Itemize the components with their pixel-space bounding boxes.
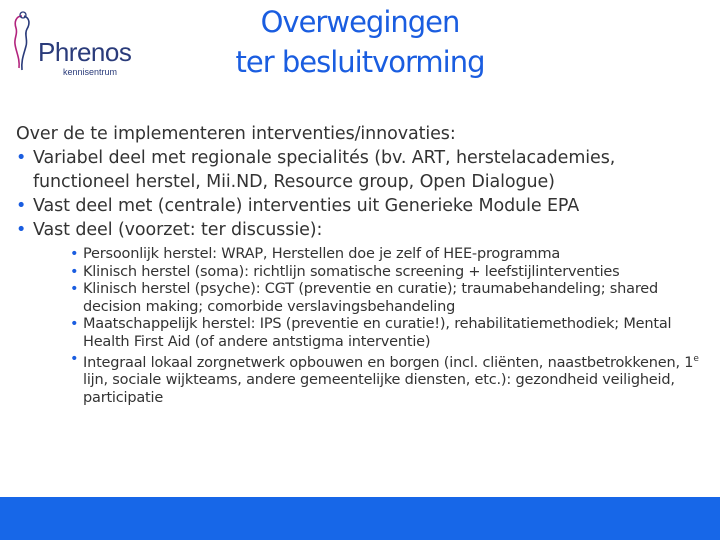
sub-list-item (70, 316, 706, 351)
sub-list-item (70, 264, 706, 282)
bullet-icon: • (70, 281, 79, 297)
title-line-1: Overwegingen (260, 5, 460, 39)
bullet-icon: • (70, 316, 79, 332)
phrenos-logo (8, 10, 138, 82)
logo-subtitle: kennisentrum (63, 67, 118, 77)
sub-list-item (70, 281, 706, 316)
bullet-text: Vast deel met (centrale) interventies uit Generieke Module EPA (33, 196, 580, 216)
sub-bullet-text: Persoonlijk herstel: WRAP, Herstellen doe je zelf of HEE-programma (83, 246, 561, 262)
bullet-icon: • (70, 351, 79, 367)
superscript: e (693, 354, 699, 364)
page-title (150, 2, 570, 82)
bullet-icon: • (16, 196, 27, 216)
bullet-icon: • (16, 220, 27, 240)
logo-name: Phrenos (38, 37, 132, 67)
footer-bar (0, 497, 720, 540)
main-content (16, 122, 706, 407)
bullet-icon: • (70, 246, 79, 262)
list-item (16, 218, 706, 407)
bullet-list (16, 146, 706, 407)
sub-bullet-text-before: Integraal lokaal zorgnetwerk opbouwen en borgen (incl. cliënten, naastbetrokkenen, 1 (83, 354, 694, 371)
sub-bullet-text: Klinisch herstel (psyche): CGT (preventie en curatie); traumabehandeling; shared decision making; comorbide verslavingsbehandeling (83, 281, 658, 315)
bullet-text: Variabel deel met regionale specialités (bv. ART, herstelacademies, functioneel herstel, Mii.ND, Resource group, Open Dialogue) (33, 148, 616, 192)
sub-bullet-list (70, 246, 706, 407)
title-line-2: ter besluitvorming (235, 45, 485, 79)
sub-list-item (70, 351, 706, 407)
sub-bullet-text: Klinisch herstel (soma): richtlijn somatische screening + leefstijlinterventies (83, 263, 620, 280)
list-item (16, 194, 706, 218)
sub-list-item (70, 246, 706, 264)
bullet-text: Vast deel (voorzet: ter discussie): (33, 220, 323, 240)
figure-icon (8, 10, 38, 76)
sub-bullet-text: Maatschappelijk herstel: IPS (preventie en curatie!), rehabilitatiemethodiek; Mental Health First Aid (of andere antstigma interventie) (83, 316, 672, 350)
list-item (16, 146, 706, 194)
bullet-icon: • (70, 263, 79, 280)
intro-text: Over de te implementeren interventies/innovaties: (16, 124, 456, 144)
sub-bullet-text-after: lijn, sociale wijkteams, andere gemeentelijke diensten, etc.): gezondheid veiligheid, participatie (83, 372, 675, 406)
bullet-icon: • (16, 148, 27, 168)
